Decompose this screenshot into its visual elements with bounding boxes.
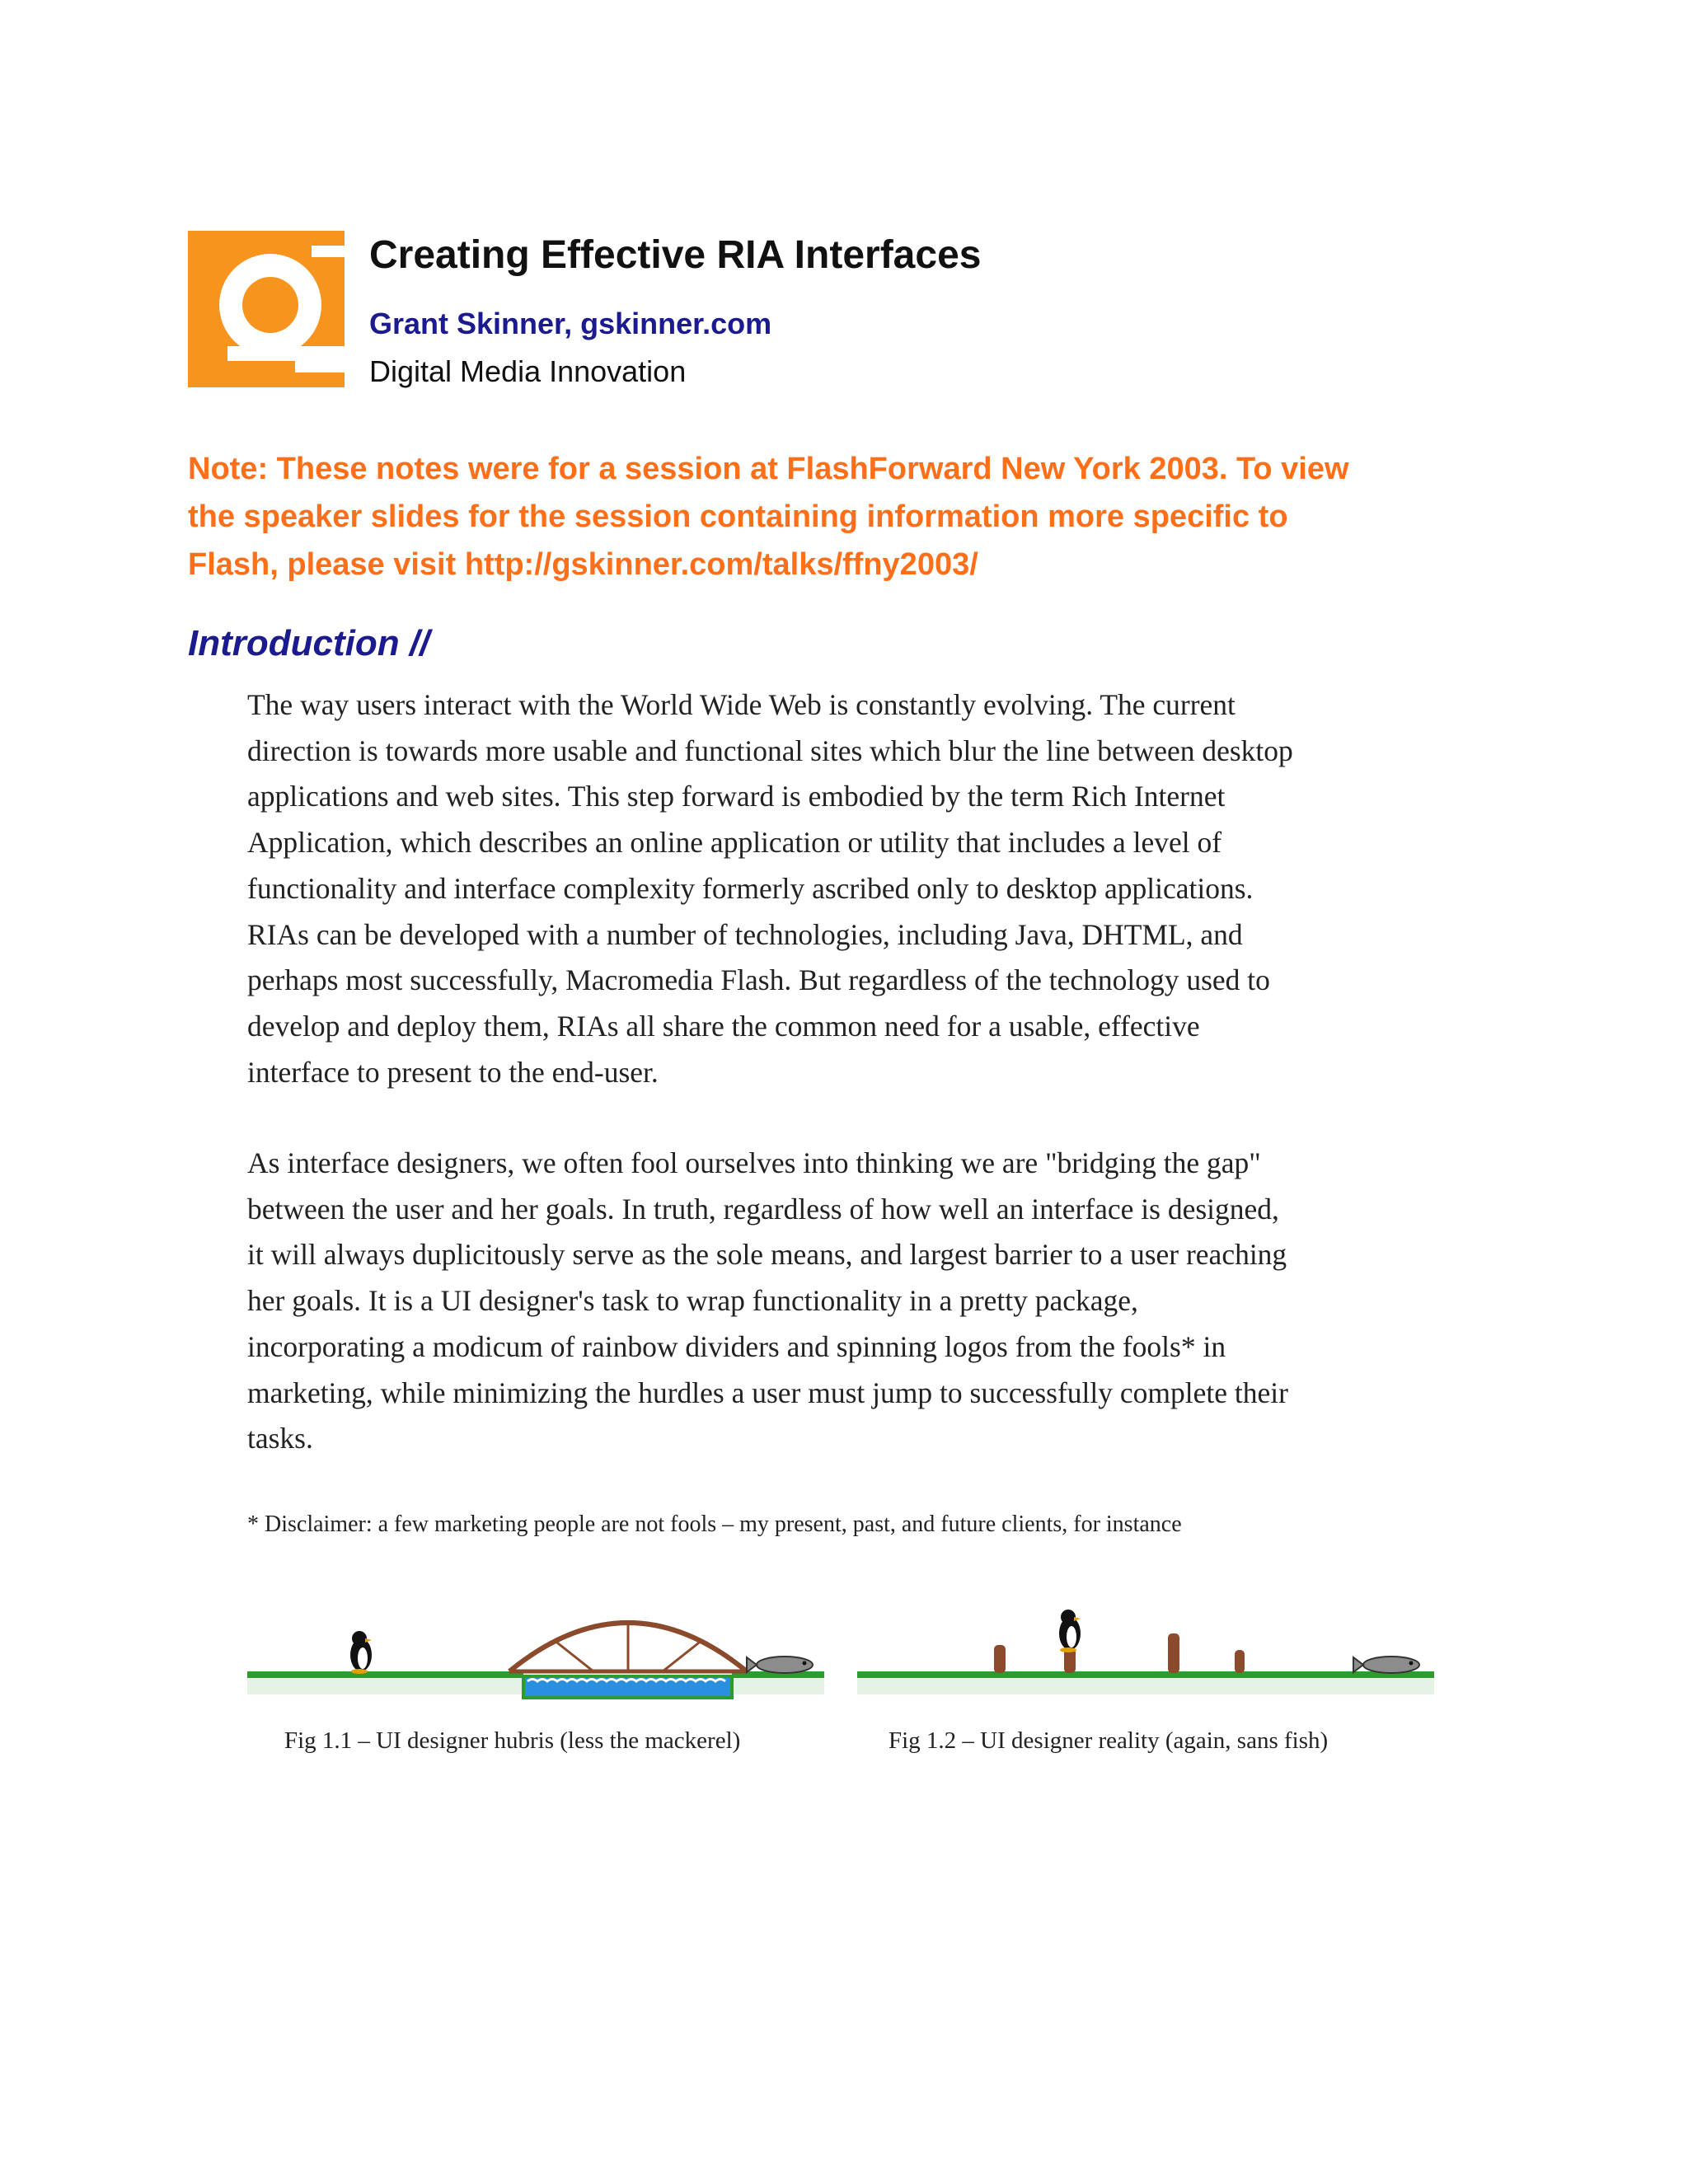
disclaimer-footnote: * Disclaimer: a few marketing people are not fools – my present, past, and future clients, for instance xyxy=(247,1511,1182,1537)
figure-posts-illustration xyxy=(857,1591,1434,1714)
grass xyxy=(857,1671,1434,1678)
paragraph-line: interface to present to the end-user. xyxy=(247,1055,659,1089)
paragraph-line: marketing, while minimizing the hurdles a user must jump to successfully complete their xyxy=(247,1376,1288,1409)
bridge xyxy=(509,1623,747,1671)
penguin-icon xyxy=(1059,1610,1081,1652)
gskinner-logo xyxy=(188,231,345,387)
intro-paragraph-1 xyxy=(247,682,1293,1095)
paragraph-line: The way users interact with the World Wide Web is constantly evolving. The current xyxy=(247,688,1236,721)
paragraph-line: perhaps most successfully, Macromedia Flash. But regardless of the technology used to xyxy=(247,963,1270,997)
paragraph-line: direction is towards more usable and functional sites which blur the line between desktop xyxy=(247,733,1293,767)
section-heading-introduction: Introduction // xyxy=(188,623,430,663)
figure-caption-1: Fig 1.1 – UI designer hubris (less the mackerel) xyxy=(284,1727,741,1754)
paragraph-line: Application, which describes an online application or utility that includes a level of xyxy=(247,826,1222,860)
paragraph-line: between the user and her goals. In truth, regardless of how well an interface is designed, xyxy=(247,1192,1279,1226)
paragraph-line: As interface designers, we often fool ourselves into thinking we are "bridging the gap" xyxy=(247,1146,1261,1179)
company-name: Digital Media Innovation xyxy=(369,354,687,388)
mackerel-fish-icon xyxy=(1353,1657,1419,1673)
intro-paragraph-2 xyxy=(247,1141,1288,1462)
session-note xyxy=(188,445,1474,588)
note-line: Flash, please visit http://gskinner.com/talks/ffny2003/ xyxy=(188,547,978,582)
paragraph-line: her goals. It is a UI designer's task to wrap functionality in a pretty package, xyxy=(247,1284,1138,1318)
paragraph-line: applications and web sites. This step forward is embodied by the term Rich Internet xyxy=(247,780,1226,813)
paragraph-line: it will always duplicitously serve as the sole means, and largest barrier to a user reaching xyxy=(247,1238,1287,1272)
note-line: Note: These notes were for a session at FlashForward New York 2003. To view xyxy=(188,452,1349,486)
document-title: Creating Effective RIA Interfaces xyxy=(369,233,982,277)
paragraph-line: functionality and interface complexity formerly ascribed only to desktop applications. xyxy=(247,871,1254,905)
mackerel-fish-icon xyxy=(747,1657,813,1673)
figure-caption-2: Fig 1.2 – UI designer reality (again, sans fish) xyxy=(889,1727,1329,1754)
figure-bridge-illustration xyxy=(247,1591,824,1714)
paragraph-line: incorporating a modicum of rainbow dividers and spinning logos from the fools* in xyxy=(247,1329,1226,1363)
wooden-posts xyxy=(994,1633,1245,1673)
paragraph-line: tasks. xyxy=(247,1422,313,1455)
grass-left xyxy=(247,1671,523,1678)
author-line: Grant Skinner, gskinner.com xyxy=(369,307,772,340)
paragraph-line: RIAs can be developed with a number of technologies, including Java, DHTML, and xyxy=(247,917,1243,951)
penguin-icon xyxy=(350,1631,372,1674)
note-line: the speaker slides for the session containing information more specific to xyxy=(188,499,1288,534)
paragraph-line: develop and deploy them, RIAs all share the common need for a usable, effective xyxy=(247,1009,1200,1043)
